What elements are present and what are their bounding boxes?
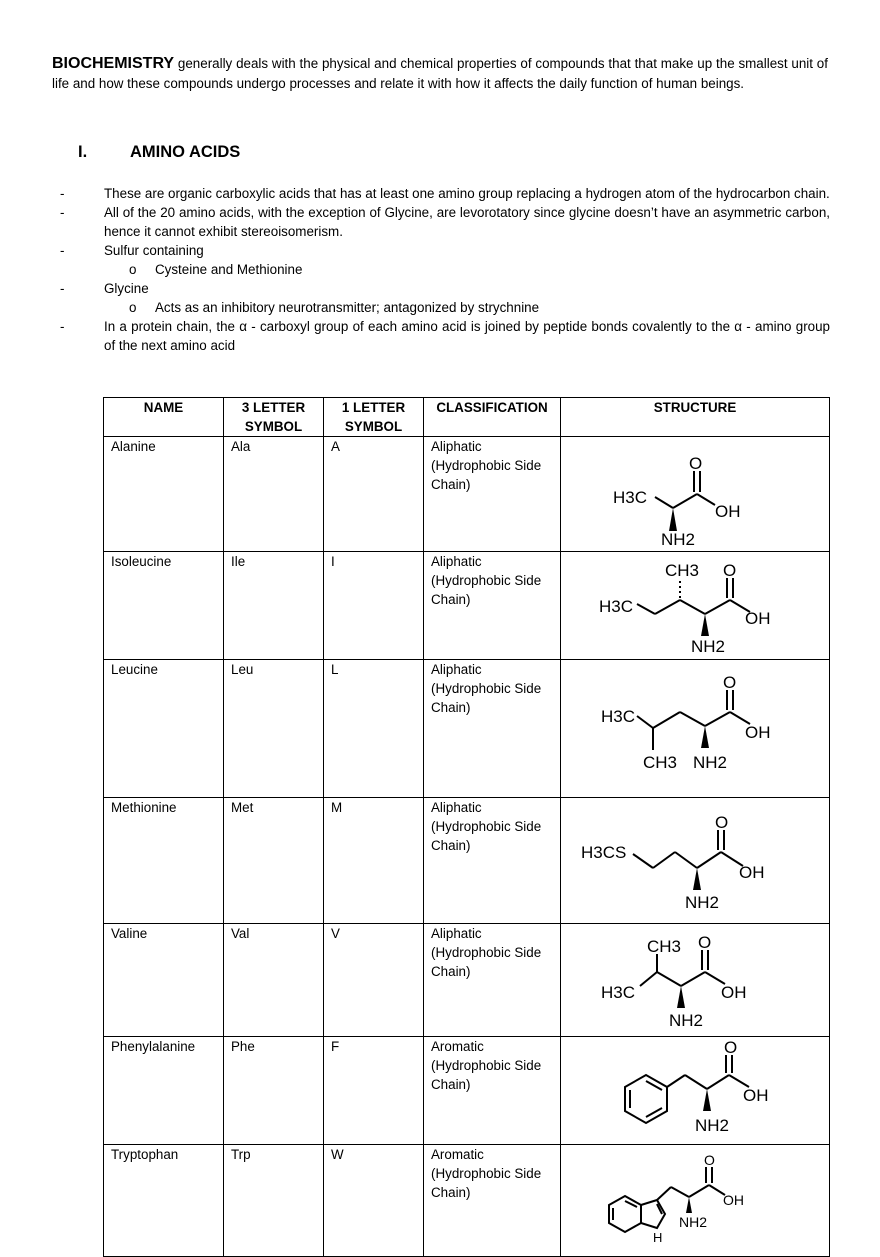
svg-text:NH2: NH2 (661, 530, 696, 549)
cell-classification: Aliphatic (Hydrophobic Side Chain) (424, 552, 561, 660)
header-structure: STRUCTURE (561, 398, 830, 437)
svg-text:O: O (698, 933, 712, 952)
cell-name: Valine (104, 924, 224, 1037)
cell-name: Leucine (104, 660, 224, 798)
intro-paragraph (52, 54, 828, 94)
svg-text:CH3: CH3 (665, 561, 700, 580)
cell-one-letter: L (324, 660, 424, 798)
svg-text:OH: OH (745, 609, 771, 628)
cell-one-letter: A (324, 437, 424, 552)
cell-three-letter: Phe (224, 1037, 324, 1145)
svg-text:NH2: NH2 (691, 637, 726, 656)
sub-list-item: o Acts as an inhibitory neurotransmitter; antagonized by strychnine (129, 300, 540, 315)
cell-classification: Aliphatic (Hydrophobic Side Chain) (424, 924, 561, 1037)
svg-text:H: H (653, 1230, 663, 1243)
cell-name: Phenylalanine (104, 1037, 224, 1145)
methionine-structure (575, 802, 815, 920)
bullet-text: Glycine (104, 281, 149, 296)
table-header-row (104, 398, 830, 437)
header-name: NAME (104, 398, 224, 437)
cell-three-letter: Val (224, 924, 324, 1037)
cell-classification: Aliphatic (Hydrophobic Side Chain) (424, 437, 561, 552)
alanine-structure (585, 437, 805, 549)
svg-text:OH: OH (721, 983, 747, 1002)
svg-text:NH2: NH2 (679, 1214, 708, 1230)
cell-three-letter: Trp (224, 1145, 324, 1257)
cell-structure (561, 660, 830, 798)
table-row (104, 437, 830, 552)
list-item: - These are organic carboxylic acids that has at least one amino group replacing a hydrogen atom of the hydrocarbon chain. (60, 186, 830, 201)
svg-text:NH2: NH2 (695, 1116, 730, 1135)
svg-text:O: O (689, 454, 703, 473)
list-item: - In a protein chain, the α - carboxyl group of each amino acid is joined by peptide bonds covalently to the α - amino group of the next amino acid (60, 319, 830, 353)
svg-text:H3C: H3C (601, 983, 636, 1002)
table-row (104, 660, 830, 798)
amino-acid-table (103, 397, 830, 1257)
table-row (104, 1145, 830, 1257)
svg-text:H3C: H3C (599, 597, 634, 616)
cell-structure (561, 437, 830, 552)
svg-text:O: O (704, 1152, 715, 1168)
cell-structure (561, 798, 830, 924)
svg-text:OH: OH (739, 863, 765, 882)
cell-name: Alanine (104, 437, 224, 552)
valine-structure (585, 924, 805, 1034)
header-three-letter: 3 LETTER SYMBOL (224, 398, 324, 437)
svg-text:H3C: H3C (601, 707, 636, 726)
list-item: - All of the 20 amino acids, with the exception of Glycine, are levorotatory since glycine doesn’t have an asymmetric carbon, hence it cannot exhibit stereoisomerism. (60, 205, 830, 239)
bullet-text: In a protein chain, the α - carboxyl group of each amino acid is joined by peptide bonds covalently to the α - amino group of the next amino acid (104, 319, 830, 353)
isoleucine-structure (585, 552, 805, 658)
svg-text:OH: OH (715, 502, 741, 521)
phenylalanine-structure (585, 1037, 805, 1143)
cell-classification: Aromatic (Hydrophobic Side Chain) (424, 1037, 561, 1145)
header-classification: CLASSIFICATION (424, 398, 561, 437)
table-row (104, 552, 830, 660)
svg-text:O: O (715, 813, 729, 832)
sub-list-item: o Cysteine and Methionine (129, 262, 303, 277)
cell-one-letter: V (324, 924, 424, 1037)
cell-structure (561, 552, 830, 660)
cell-one-letter: F (324, 1037, 424, 1145)
svg-text:OH: OH (745, 723, 771, 742)
section-heading (78, 141, 240, 163)
section-number: I. (78, 143, 88, 161)
bullet-text: These are organic carboxylic acids that has at least one amino group replacing a hydrogen atom of the hydrocarbon chain. (104, 186, 830, 201)
list-item: - Sulfur containing (60, 243, 204, 258)
svg-text:CH3: CH3 (647, 937, 682, 956)
cell-name: Tryptophan (104, 1145, 224, 1257)
table-row (104, 924, 830, 1037)
leucine-structure (585, 666, 805, 790)
svg-text:H3CS: H3CS (581, 843, 627, 862)
svg-text:NH2: NH2 (693, 753, 728, 772)
cell-three-letter: Ile (224, 552, 324, 660)
intro-text: generally deals with the physical and chemical properties of compounds that that make up the smallest unit of life and how these compounds undergo processes and relate it with how it affects the daily function of human beings. (52, 56, 828, 91)
bullet-list (60, 184, 830, 355)
table-row (104, 798, 830, 924)
cell-classification: Aromatic (Hydrophobic Side Chain) (424, 1145, 561, 1257)
tryptophan-structure (585, 1145, 805, 1243)
svg-text:O: O (723, 673, 737, 692)
cell-structure (561, 924, 830, 1037)
cell-three-letter: Ala (224, 437, 324, 552)
svg-text:H3C: H3C (613, 488, 648, 507)
cell-structure (561, 1145, 830, 1257)
bullet-text: All of the 20 amino acids, with the exception of Glycine, are levorotatory since glycine doesn’t have an asymmetric carbon, hence it cannot exhibit stereoisomerism. (104, 205, 830, 239)
sub-bullet-text: Acts as an inhibitory neurotransmitter; antagonized by strychnine (155, 300, 540, 315)
cell-classification: Aliphatic (Hydrophobic Side Chain) (424, 798, 561, 924)
cell-structure (561, 1037, 830, 1145)
cell-one-letter: M (324, 798, 424, 924)
cell-name: Isoleucine (104, 552, 224, 660)
cell-three-letter: Leu (224, 660, 324, 798)
cell-three-letter: Met (224, 798, 324, 924)
svg-text:O: O (724, 1038, 738, 1057)
cell-one-letter: I (324, 552, 424, 660)
header-one-letter: 1 LETTER SYMBOL (324, 398, 424, 437)
cell-name: Methionine (104, 798, 224, 924)
cell-one-letter: W (324, 1145, 424, 1257)
svg-text:OH: OH (723, 1192, 744, 1208)
cell-classification: Aliphatic (Hydrophobic Side Chain) (424, 660, 561, 798)
sub-bullet-text: Cysteine and Methionine (155, 262, 303, 277)
intro-lead: BIOCHEMISTRY (52, 55, 175, 72)
svg-text:OH: OH (743, 1086, 769, 1105)
svg-text:NH2: NH2 (669, 1011, 704, 1030)
svg-text:NH2: NH2 (685, 893, 720, 912)
svg-text:CH3: CH3 (643, 753, 678, 772)
bullet-text: Sulfur containing (104, 243, 204, 258)
section-title: AMINO ACIDS (130, 143, 241, 161)
svg-text:O: O (723, 561, 737, 580)
list-item: - Glycine (60, 281, 149, 296)
table-row (104, 1037, 830, 1145)
